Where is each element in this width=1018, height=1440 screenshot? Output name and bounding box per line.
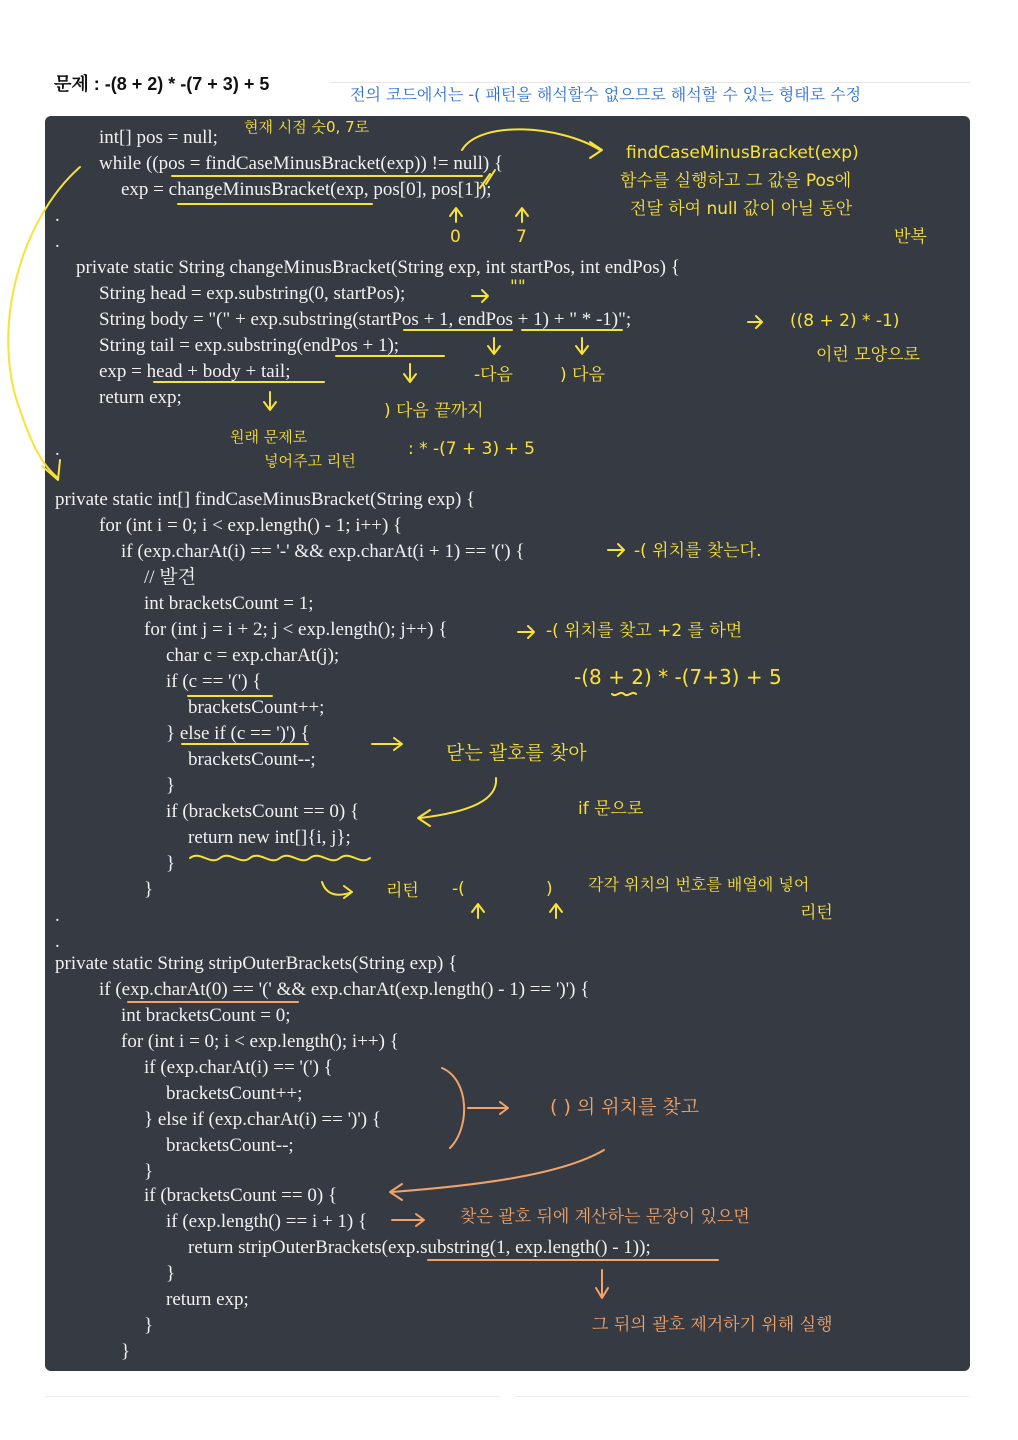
code-line: return stripOuterBrackets(exp.substring(1, exp.length() - 1)); — [188, 1237, 651, 1258]
code-line: . — [55, 205, 60, 226]
code-line: bracketsCount--; — [166, 1135, 294, 1156]
code-line: . — [55, 231, 60, 252]
code-line: } — [144, 879, 154, 900]
code-line: } — [166, 775, 176, 796]
code-line: . — [55, 905, 60, 926]
code-line: private static int[] findCaseMinusBracket(String exp) { — [55, 489, 476, 510]
problem-title: 문제 : -(8 + 2) * -(7 + 3) + 5 — [54, 74, 270, 94]
handwritten-note: 전달 하여 null 값이 아닐 동안 — [630, 199, 853, 219]
handwritten-note: ( ) 의 위치를 찾고 — [550, 1096, 700, 1118]
code-line: if (exp.charAt(0) == '(' && exp.charAt(exp.length() - 1) == ')') { — [99, 979, 590, 1000]
handwritten-note: 함수를 실행하고 그 값을 Pos에 — [620, 171, 852, 191]
handwritten-note: -다음 — [474, 365, 513, 385]
handwritten-note: 그 뒤의 괄호 제거하기 위해 실행 — [592, 1315, 833, 1335]
handwritten-note: ) — [546, 879, 553, 899]
code-line: bracketsCount++; — [166, 1083, 303, 1104]
handwritten-note: 각각 위치의 번호를 배열에 넣어 — [588, 875, 810, 894]
handwritten-note: 현재 시점 숫0, 7로 — [244, 118, 370, 136]
code-line: if (c == '(') { — [166, 671, 262, 692]
handwritten-note: 원래 문제로 — [230, 428, 308, 446]
handwritten-note: 반복 — [894, 227, 927, 247]
handwritten-note: -(8 + 2) * -(7+3) + 5 — [574, 665, 782, 689]
handwritten-note: ((8 + 2) * -1) — [790, 311, 900, 331]
code-line: } else if (c == ')') { — [166, 723, 310, 744]
code-line: return exp; — [99, 387, 182, 408]
handwritten-note: 찾은 괄호 뒤에 계산하는 문장이 있으면 — [460, 1207, 750, 1227]
handwritten-note: 리턴 — [800, 903, 833, 923]
handwritten-note: 이런 모양으로 — [816, 345, 920, 365]
code-line: if (exp.charAt(i) == '-' && exp.charAt(i + 1) == '(') { — [121, 541, 525, 562]
code-line: bracketsCount++; — [188, 697, 325, 718]
code-line: String tail = exp.substring(endPos + 1); — [99, 335, 400, 356]
code-line: for (int j = i + 2; j < exp.length(); j++) { — [144, 619, 448, 640]
handwritten-note: 닫는 괄호를 찾아 — [446, 742, 587, 764]
divider — [515, 1396, 970, 1397]
handwritten-note: 0 — [450, 227, 461, 247]
handwritten-note: 리턴 — [386, 881, 419, 901]
handwritten-note: findCaseMinusBracket(exp) — [626, 143, 859, 163]
code-line: private static String stripOuterBrackets(String exp) { — [55, 953, 458, 974]
handwritten-note: ) 다음 끝까지 — [384, 401, 484, 421]
code-line: } — [121, 1341, 131, 1362]
code-line: int bracketsCount = 0; — [121, 1005, 291, 1026]
handwritten-note: if 문으로 — [578, 799, 644, 819]
code-line: } — [144, 1161, 154, 1182]
handwritten-note: -( 위치를 찾는다. — [634, 541, 762, 561]
handwritten-note: 7 — [516, 227, 527, 247]
code-line: for (int i = 0; i < exp.length() - 1; i++) { — [99, 515, 403, 536]
code-line: return exp; — [166, 1289, 249, 1310]
handwritten-note: "" — [510, 277, 526, 297]
code-line: . — [55, 439, 60, 460]
code-line: private static String changeMinusBracket(String exp, int startPos, int endPos) { — [76, 257, 680, 278]
code-line: while ((pos = findCaseMinusBracket(exp)) != null) { — [99, 153, 504, 174]
code-line: . — [55, 931, 60, 952]
code-line: if (exp.charAt(i) == '(') { — [144, 1057, 333, 1078]
code-line: char c = exp.charAt(j); — [166, 645, 340, 666]
handwritten-note: ) 다음 — [560, 365, 605, 385]
code-line: String head = exp.substring(0, startPos); — [99, 283, 406, 304]
code-line: bracketsCount--; — [188, 749, 316, 770]
code-line: String body = "(" + exp.substring(startPos + 1, endPos + 1) + " * -1)"; — [99, 309, 632, 330]
code-line: int[] pos = null; — [99, 127, 218, 148]
code-line: } — [166, 1263, 176, 1284]
code-line: exp = head + body + tail; — [99, 361, 291, 382]
code-line: } — [166, 853, 176, 874]
divider — [45, 1396, 500, 1397]
code-line: return new int[]{i, j}; — [188, 827, 351, 848]
code-line: // 발견 — [144, 567, 197, 588]
code-line: if (exp.length() == i + 1) { — [166, 1211, 368, 1232]
handwritten-note: : * -(7 + 3) + 5 — [408, 439, 535, 459]
handwritten-note: -( 위치를 찾고 +2 를 하면 — [546, 621, 743, 641]
code-line: } else if (exp.charAt(i) == ')') { — [144, 1109, 381, 1130]
code-line: if (bracketsCount == 0) { — [144, 1185, 338, 1206]
code-line: } — [144, 1315, 154, 1336]
handwritten-note: 전의 코드에서는 -( 패턴을 해석할수 없으므로 해석할 수 있는 형태로 수정 — [350, 85, 862, 104]
handwritten-note: -( — [452, 879, 465, 899]
code-line: exp = changeMinusBracket(exp, pos[0], pos[1]); — [121, 179, 492, 200]
handwritten-note: 넣어주고 리턴 — [264, 452, 356, 470]
divider — [330, 82, 970, 83]
code-line: for (int i = 0; i < exp.length(); i++) { — [121, 1031, 399, 1052]
code-line: int bracketsCount = 1; — [144, 593, 314, 614]
code-line: if (bracketsCount == 0) { — [166, 801, 360, 822]
